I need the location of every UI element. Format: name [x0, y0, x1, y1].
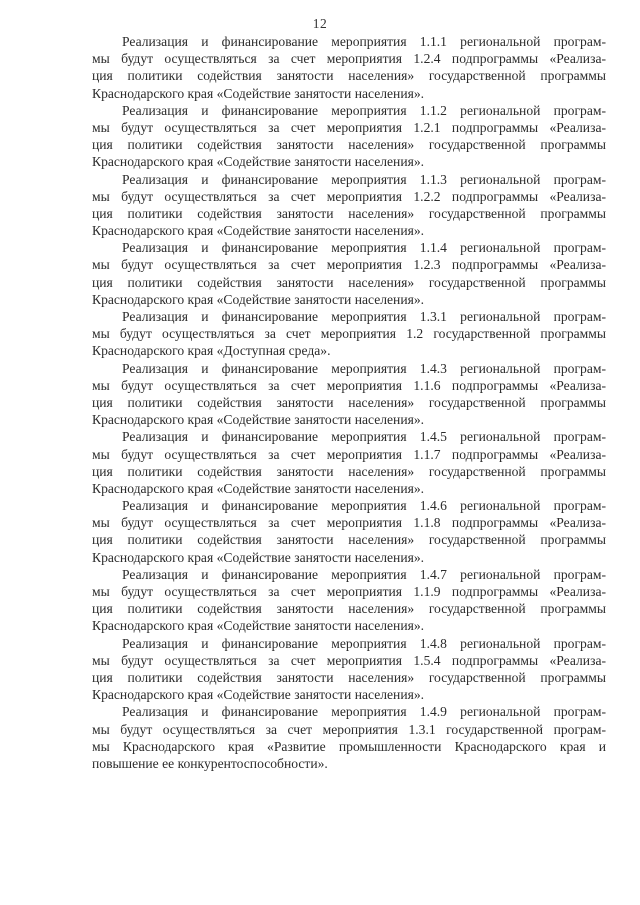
paragraph-line: Краснодарского края «Содействие занятости населения». [92, 618, 425, 634]
paragraph-line: Реализация и финансирование мероприятия 1.1.2 региональной програм- [122, 102, 606, 118]
paragraph-line: Реализация и финансирование мероприятия 1.1.1 региональной програм- [122, 34, 606, 49]
paragraph-line: мы будут осуществляться за счет мероприятия 1.1.7 подпрограммы «Реализа- [92, 446, 606, 462]
document-body [92, 33, 606, 772]
paragraph-line: Краснодарского края «Содействие занятости населения». [92, 85, 425, 101]
paragraph [92, 171, 606, 240]
paragraph [92, 566, 606, 635]
paragraph-line: мы будут осуществляться за счет мероприятия 1.3.1 государственной програм- [92, 721, 606, 737]
paragraph-line: мы будут осуществляться за счет мероприятия 1.5.4 подпрограммы «Реализа- [92, 652, 606, 668]
paragraph-line: ция политики содействия занятости населения» государственной программы [92, 68, 606, 84]
paragraph-line: ция политики содействия занятости населения» государственной программы [92, 601, 606, 617]
paragraph [92, 703, 606, 772]
paragraph-line: ция политики содействия занятости населения» государственной программы [92, 463, 606, 479]
paragraph-line: ция политики содействия занятости населения» государственной программы [92, 274, 606, 290]
paragraph-line: мы будут осуществляться за счет мероприятия 1.2.3 подпрограммы «Реализа- [92, 257, 606, 273]
paragraph-line: Краснодарского края «Содействие занятости населения». [92, 412, 425, 428]
paragraph-line: ция политики содействия занятости населения» государственной программы [92, 532, 606, 548]
paragraph [92, 497, 606, 566]
paragraph-line: Реализация и финансирование мероприятия 1.4.6 региональной програм- [122, 498, 606, 514]
paragraph-line: Краснодарского края «Содействие занятости населения». [92, 687, 425, 703]
paragraph [92, 308, 606, 360]
paragraph [92, 635, 606, 704]
paragraph-line: Краснодарского края «Содействие занятости населения». [92, 480, 425, 496]
paragraph-line: Реализация и финансирование мероприятия 1.4.3 региональной програм- [122, 360, 606, 376]
paragraph [92, 102, 606, 171]
paragraph-line: Краснодарского края «Доступная среда». [92, 343, 331, 359]
paragraph-line: мы будут осуществляться за счет мероприятия 1.2.2 подпрограммы «Реализа- [92, 188, 606, 204]
paragraph-line: мы будут осуществляться за счет мероприятия 1.1.9 подпрограммы «Реализа- [92, 584, 606, 599]
paragraph-line: ция политики содействия занятости населения» государственной программы [92, 394, 606, 410]
paragraph [92, 360, 606, 429]
paragraph-line: Реализация и финансирование мероприятия 1.1.4 региональной програм- [122, 240, 606, 256]
paragraph-line: Краснодарского края «Содействие занятости населения». [92, 549, 425, 565]
page-number: 12 [312, 16, 328, 31]
paragraph-line: Реализация и финансирование мероприятия 1.1.3 региональной програм- [122, 171, 606, 187]
paragraph-line: мы будут осуществляться за счет мероприятия 1.1.6 подпрограммы «Реализа- [92, 377, 606, 393]
paragraph [92, 428, 606, 497]
paragraph-line: Реализация и финансирование мероприятия 1.4.9 региональной програм- [122, 704, 606, 720]
paragraph-line: Реализация и финансирование мероприятия 1.4.5 региональной програм- [122, 429, 606, 445]
paragraph-line: мы Краснодарского края «Развитие промышленности Краснодарского края и [92, 738, 606, 754]
paragraph-line: Реализация и финансирование мероприятия 1.3.1 региональной програм- [122, 309, 606, 324]
paragraph [92, 239, 606, 308]
paragraph-line: ция политики содействия занятости населения» государственной программы [92, 669, 606, 685]
paragraph-line: ция политики содействия занятости населения» государственной программы [92, 205, 606, 221]
paragraph-line: мы будут осуществляться за счет мероприятия 1.2.4 подпрограммы «Реализа- [92, 51, 606, 67]
paragraph-line: Краснодарского края «Содействие занятости населения». [92, 223, 425, 239]
paragraph [92, 33, 606, 102]
paragraph-line: мы будут осуществляться за счет мероприятия 1.2 государственной программы [92, 326, 606, 342]
paragraph-line: Реализация и финансирование мероприятия 1.4.8 региональной програм- [122, 635, 606, 651]
paragraph-line: мы будут осуществляться за счет мероприятия 1.2.1 подпрограммы «Реализа- [92, 119, 606, 135]
paragraph-line: Реализация и финансирование мероприятия 1.4.7 региональной програм- [122, 566, 606, 582]
paragraph-line: мы будут осуществляться за счет мероприятия 1.1.8 подпрограммы «Реализа- [92, 515, 606, 531]
paragraph-line: ция политики содействия занятости населения» государственной программы [92, 137, 606, 153]
paragraph-line: Краснодарского края «Содействие занятости населения». [92, 154, 425, 170]
paragraph-line: повышение ее конкурентоспособности». [92, 755, 328, 771]
paragraph-line: Краснодарского края «Содействие занятости населения». [92, 291, 425, 307]
